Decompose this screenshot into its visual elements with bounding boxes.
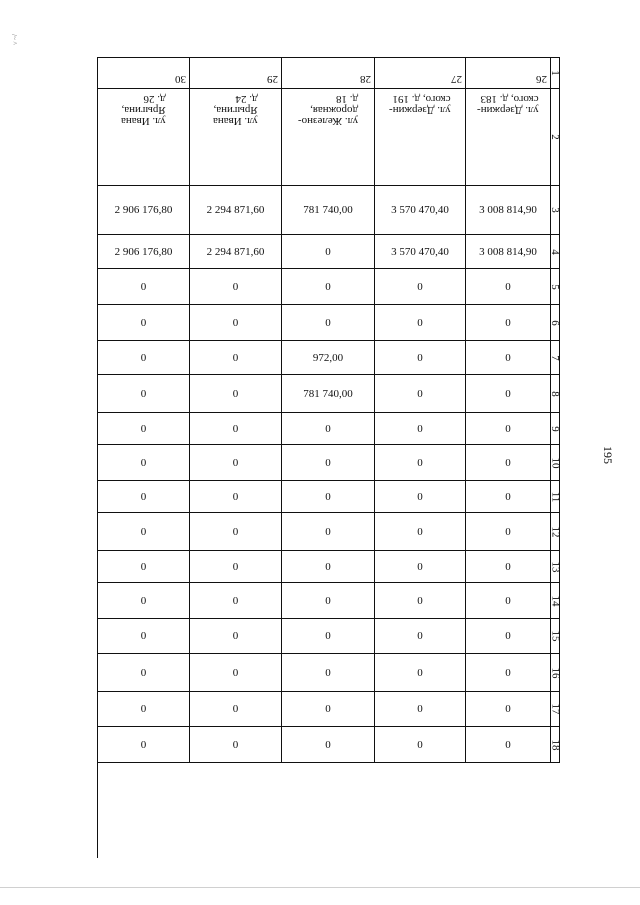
row-index-cell bbox=[551, 235, 560, 269]
row-index: 15 bbox=[549, 630, 561, 642]
value-cell: 0 bbox=[466, 551, 551, 583]
row-index-cell bbox=[551, 619, 560, 654]
value-cell: 0 bbox=[282, 654, 375, 692]
value-cell: 0 bbox=[190, 727, 282, 763]
value-cell: 0 bbox=[375, 727, 466, 763]
address-cell bbox=[466, 89, 551, 186]
column-number-cell bbox=[98, 58, 190, 89]
value-cell: 0 bbox=[375, 583, 466, 619]
value-cell: 2 906 176,80 bbox=[98, 186, 190, 235]
value-cell: 0 bbox=[98, 692, 190, 727]
value-cell: 3 008 814,90 bbox=[466, 186, 551, 235]
row-index: 17 bbox=[549, 703, 561, 715]
value-cell: 3 570 470,40 bbox=[375, 235, 466, 269]
value-cell: 0 bbox=[375, 481, 466, 513]
scan-edge-line bbox=[0, 887, 640, 888]
row-index-cell bbox=[551, 186, 560, 235]
row-index-cell bbox=[551, 89, 560, 186]
value-cell: 0 bbox=[190, 341, 282, 375]
value-cell: 0 bbox=[190, 305, 282, 341]
value-cell: 0 bbox=[98, 375, 190, 413]
value-cell: 0 bbox=[466, 375, 551, 413]
value-cell: 0 bbox=[466, 413, 551, 445]
address-cell bbox=[282, 89, 375, 186]
value-cell: 0 bbox=[98, 341, 190, 375]
column-number: 26 bbox=[536, 73, 547, 85]
address-cell bbox=[375, 89, 466, 186]
address: ул. Ивана Ярыгина, д. 26 bbox=[121, 93, 166, 127]
value-cell: 0 bbox=[282, 551, 375, 583]
corner-mark: /~ ^ bbox=[10, 34, 18, 45]
value-cell: 0 bbox=[190, 692, 282, 727]
value-cell: 0 bbox=[375, 513, 466, 551]
value-cell: 0 bbox=[375, 269, 466, 305]
value-cell: 0 bbox=[282, 619, 375, 654]
row-index-cell bbox=[551, 727, 560, 763]
row-index: 14 bbox=[549, 595, 561, 606]
value-cell: 0 bbox=[190, 551, 282, 583]
row-index: 12 bbox=[549, 526, 561, 537]
address: ул. Ивана Ярыгина, д. 24 bbox=[213, 93, 258, 127]
address-cell bbox=[190, 89, 282, 186]
row-index: 9 bbox=[549, 425, 561, 432]
row-index: 13 bbox=[549, 561, 561, 572]
value-cell: 0 bbox=[98, 445, 190, 481]
value-cell: 0 bbox=[466, 269, 551, 305]
row-index: 3 bbox=[549, 207, 561, 213]
row-index-cell bbox=[551, 654, 560, 692]
page-number: 195 bbox=[601, 446, 616, 464]
row-index: 8 bbox=[549, 390, 561, 397]
value-cell: 0 bbox=[466, 513, 551, 551]
value-cell: 0 bbox=[375, 445, 466, 481]
row-index: 16 bbox=[549, 667, 561, 678]
value-cell: 0 bbox=[282, 305, 375, 341]
row-index-cell bbox=[551, 513, 560, 551]
column-number-cell bbox=[190, 58, 282, 89]
value-cell: 2 294 871,60 bbox=[190, 186, 282, 235]
address: ул. Железно- дорожная, д. 18 bbox=[297, 93, 359, 127]
value-cell: 0 bbox=[190, 654, 282, 692]
value-cell: 0 bbox=[466, 583, 551, 619]
value-cell: 0 bbox=[375, 551, 466, 583]
value-cell: 0 bbox=[466, 305, 551, 341]
value-cell: 0 bbox=[466, 654, 551, 692]
value-cell: 0 bbox=[282, 513, 375, 551]
address: ул. Дзержин- ского, д. 191 bbox=[389, 93, 451, 116]
row-index-cell bbox=[551, 551, 560, 583]
value-cell: 0 bbox=[375, 305, 466, 341]
column-number: 30 bbox=[175, 73, 186, 85]
value-cell: 0 bbox=[282, 269, 375, 305]
value-cell: 0 bbox=[282, 583, 375, 619]
value-cell: 3 570 470,40 bbox=[375, 186, 466, 235]
value-cell: 0 bbox=[98, 513, 190, 551]
value-cell: 0 bbox=[98, 305, 190, 341]
value-cell: 2 294 871,60 bbox=[190, 235, 282, 269]
value-cell: 0 bbox=[190, 445, 282, 481]
column-number-cell bbox=[282, 58, 375, 89]
column-number-cell bbox=[375, 58, 466, 89]
row-index: 18 bbox=[549, 739, 561, 750]
value-cell: 0 bbox=[98, 481, 190, 513]
value-cell: 2 906 176,80 bbox=[98, 235, 190, 269]
value-cell: 0 bbox=[375, 619, 466, 654]
value-cell: 0 bbox=[466, 619, 551, 654]
value-cell: 0 bbox=[98, 654, 190, 692]
column-number: 28 bbox=[360, 73, 371, 85]
value-cell: 0 bbox=[375, 654, 466, 692]
value-cell: 0 bbox=[282, 727, 375, 763]
value-cell: 0 bbox=[375, 692, 466, 727]
value-cell: 781 740,00 bbox=[282, 186, 375, 235]
value-cell: 0 bbox=[98, 619, 190, 654]
value-cell: 0 bbox=[375, 413, 466, 445]
value-cell: 0 bbox=[466, 692, 551, 727]
value-cell: 0 bbox=[98, 551, 190, 583]
value-cell: 0 bbox=[375, 341, 466, 375]
row-index: 4 bbox=[549, 248, 561, 255]
value-cell: 0 bbox=[375, 375, 466, 413]
address: ул. Дзержин- ского, д. 183 bbox=[477, 93, 539, 116]
row-index-cell bbox=[551, 413, 560, 445]
column-number-cell bbox=[466, 58, 551, 89]
value-cell: 0 bbox=[190, 481, 282, 513]
row-index-cell bbox=[551, 583, 560, 619]
value-cell: 0 bbox=[190, 513, 282, 551]
value-cell: 0 bbox=[190, 413, 282, 445]
value-cell: 0 bbox=[98, 269, 190, 305]
value-cell: 0 bbox=[190, 619, 282, 654]
row-index: 11 bbox=[549, 491, 561, 502]
value-cell: 0 bbox=[466, 481, 551, 513]
value-cell: 0 bbox=[282, 481, 375, 513]
data-table bbox=[97, 57, 560, 858]
value-cell: 781 740,00 bbox=[282, 375, 375, 413]
column-number: 27 bbox=[451, 73, 462, 85]
value-cell: 0 bbox=[98, 727, 190, 763]
row-index-cell bbox=[551, 375, 560, 413]
row-index-cell bbox=[551, 58, 560, 89]
value-cell: 0 bbox=[98, 583, 190, 619]
row-index: 2 bbox=[549, 134, 561, 140]
row-index: 6 bbox=[549, 319, 561, 326]
value-cell: 0 bbox=[190, 375, 282, 413]
value-cell: 0 bbox=[282, 692, 375, 727]
column-number: 29 bbox=[267, 73, 278, 85]
row-index: 10 bbox=[549, 457, 561, 468]
value-cell: 0 bbox=[98, 413, 190, 445]
value-cell: 0 bbox=[282, 413, 375, 445]
row-index-cell bbox=[551, 445, 560, 481]
value-cell: 3 008 814,90 bbox=[466, 235, 551, 269]
row-index: 7 bbox=[549, 354, 561, 361]
row-index: 5 bbox=[549, 283, 561, 290]
row-index-cell bbox=[551, 692, 560, 727]
row-index-cell bbox=[551, 481, 560, 513]
row-index-cell bbox=[551, 305, 560, 341]
value-cell: 0 bbox=[282, 235, 375, 269]
value-cell: 0 bbox=[282, 445, 375, 481]
value-cell: 0 bbox=[190, 583, 282, 619]
row-index-cell bbox=[551, 341, 560, 375]
address-cell bbox=[98, 89, 190, 186]
row-index-cell bbox=[551, 269, 560, 305]
value-cell: 0 bbox=[466, 445, 551, 481]
value-cell: 0 bbox=[466, 727, 551, 763]
value-cell: 0 bbox=[466, 341, 551, 375]
value-cell: 0 bbox=[190, 269, 282, 305]
value-cell: 972,00 bbox=[282, 341, 375, 375]
row-index: 1 bbox=[549, 70, 561, 76]
